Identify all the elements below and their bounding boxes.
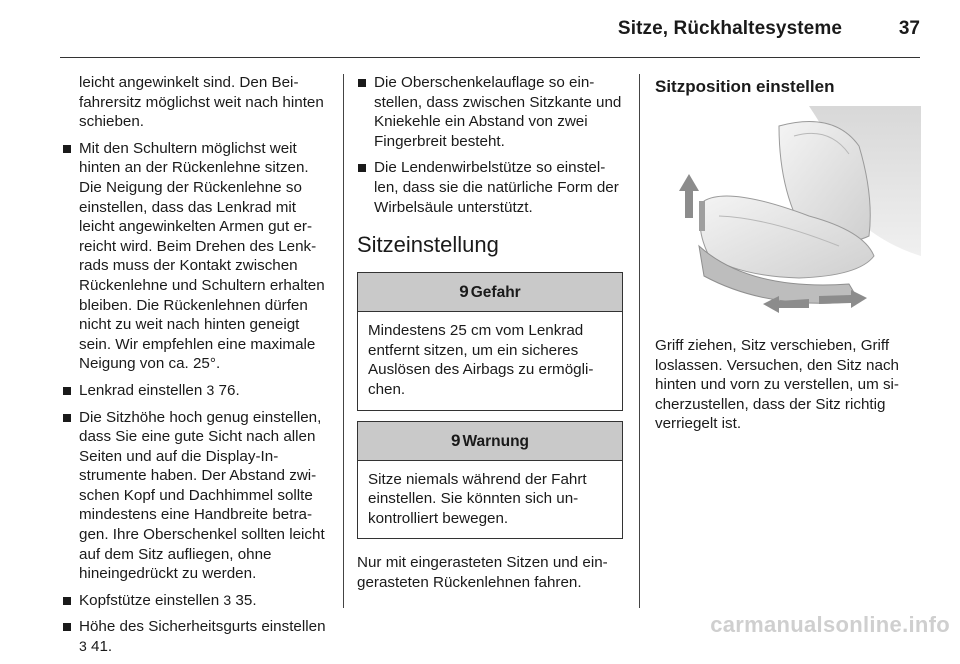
column-1 <box>62 73 332 664</box>
column-divider-2 <box>639 74 640 608</box>
bullet-square-icon <box>63 414 71 422</box>
list-item-text: Die Sitzhöhe hoch genug einstellen, dass Sie eine gute Sicht nach allen Seiten und auf die Display-Instrumente haben. Der Abstand zwischen Kopf und Dachhimmel sollte mindestens eine Handbreite betragen. Ihre Oberschenkel sollten leicht auf dem Sitz aufliegen, ohne hineingedrückt zu werden. <box>79 408 325 583</box>
bullet-square-icon <box>358 164 366 172</box>
page-header-title: Sitze, Rückhaltesysteme <box>617 18 842 39</box>
bullet-square-icon <box>63 387 71 395</box>
page-reference-icon: 3 <box>79 638 87 655</box>
section-title: Sitzeinstellung <box>357 232 499 258</box>
warning-header <box>358 422 622 461</box>
header-rule <box>60 57 920 58</box>
subsection-title: Sitzposition einstellen <box>655 77 835 96</box>
danger-label: Gefahr <box>470 284 521 302</box>
page-reference[interactable]: 76. <box>218 381 240 399</box>
bullet-square-icon <box>358 79 366 87</box>
list-item <box>357 158 623 217</box>
list-item <box>62 381 332 401</box>
list-item-text: Kopfstütze einstellen <box>79 591 220 609</box>
list-item-text: Höhe des Sicherheitsgurts einstellen <box>79 618 326 636</box>
list-item-text: Lenkrad einstellen <box>79 381 203 399</box>
list-item <box>357 73 623 151</box>
page-reference[interactable]: 35. <box>235 591 257 609</box>
warning-box <box>357 421 623 540</box>
warning-text: Sitze niemals während der Fahrt einstellen. Sie könnten sich unkontrolliert bewegen. <box>368 470 587 527</box>
watermark: carmanualsonline.info <box>710 612 950 637</box>
column-3 <box>655 73 923 441</box>
list-item <box>62 617 332 656</box>
bullet-square-icon <box>63 623 71 631</box>
closing-paragraph: Nur mit eingerasteten Sitzen und eingerasteten Rückenlehnen fahren. <box>357 554 608 591</box>
column-divider-1 <box>343 74 344 608</box>
seat-adjust-figure <box>659 106 921 318</box>
danger-text: Mindestens 25 cm vom Lenkrad entfernt sitzen, um ein sicheres Auslösen des Airbags zu ermöglichen. <box>368 322 594 398</box>
column-2 <box>357 73 623 600</box>
list-item-text: Die Lendenwirbelstütze so einstellen, dass sie die natürliche Form der Wirbelsäule unterstützt. <box>374 159 619 216</box>
seat-adjust-illustration-icon <box>659 106 921 318</box>
figure-caption: Griff ziehen, Sitz verschieben, Griff loslassen. Versuchen, den Sitz nach hinten und vorn zu verstellen, um sicherzustellen, dass der Sitz richtig verriegelt ist. <box>655 337 899 433</box>
warning-triangle-icon: 9 <box>459 282 469 302</box>
page-reference-icon: 3 <box>206 381 215 398</box>
list-item-text: Mit den Schultern möglichst weit hinten an der Rückenlehne sitzen. Die Neigung der Rückenlehne so einstellen, dass das Lenkrad mit leicht angewinkelten Armen gut erreicht wird. Beim Drehen des Lenkrads muss der Kontakt zwischen Rückenlehne und Schultern erhalten bleiben. Die Rückenlehnen dürfen nicht zu weit nach hinten geneigt sein. Wir empfehlen eine maximale Neigung von ca. 25°. <box>79 139 325 373</box>
danger-header <box>358 273 622 312</box>
danger-box <box>357 272 623 410</box>
list-item <box>62 408 332 584</box>
warning-label: Warnung <box>462 432 530 450</box>
warning-triangle-icon: 9 <box>450 430 461 450</box>
page-reference-icon: 3 <box>223 591 232 608</box>
list-item <box>62 139 332 374</box>
bullet-square-icon <box>63 597 71 605</box>
bullet-square-icon <box>63 145 71 153</box>
list-item <box>62 591 332 611</box>
list-item-text: Die Oberschenkelauflage so einstellen, dass zwischen Sitzkante und Kniekehle ein Abstand von zwei Fingerbreit besteht. <box>374 74 622 150</box>
page-number: 37 <box>898 18 920 39</box>
page-reference[interactable]: 41. <box>91 638 113 656</box>
intro-paragraph: leicht angewinkelt sind. Den Beifahrersitz möglichst weit nach hinten schieben. <box>79 74 324 131</box>
